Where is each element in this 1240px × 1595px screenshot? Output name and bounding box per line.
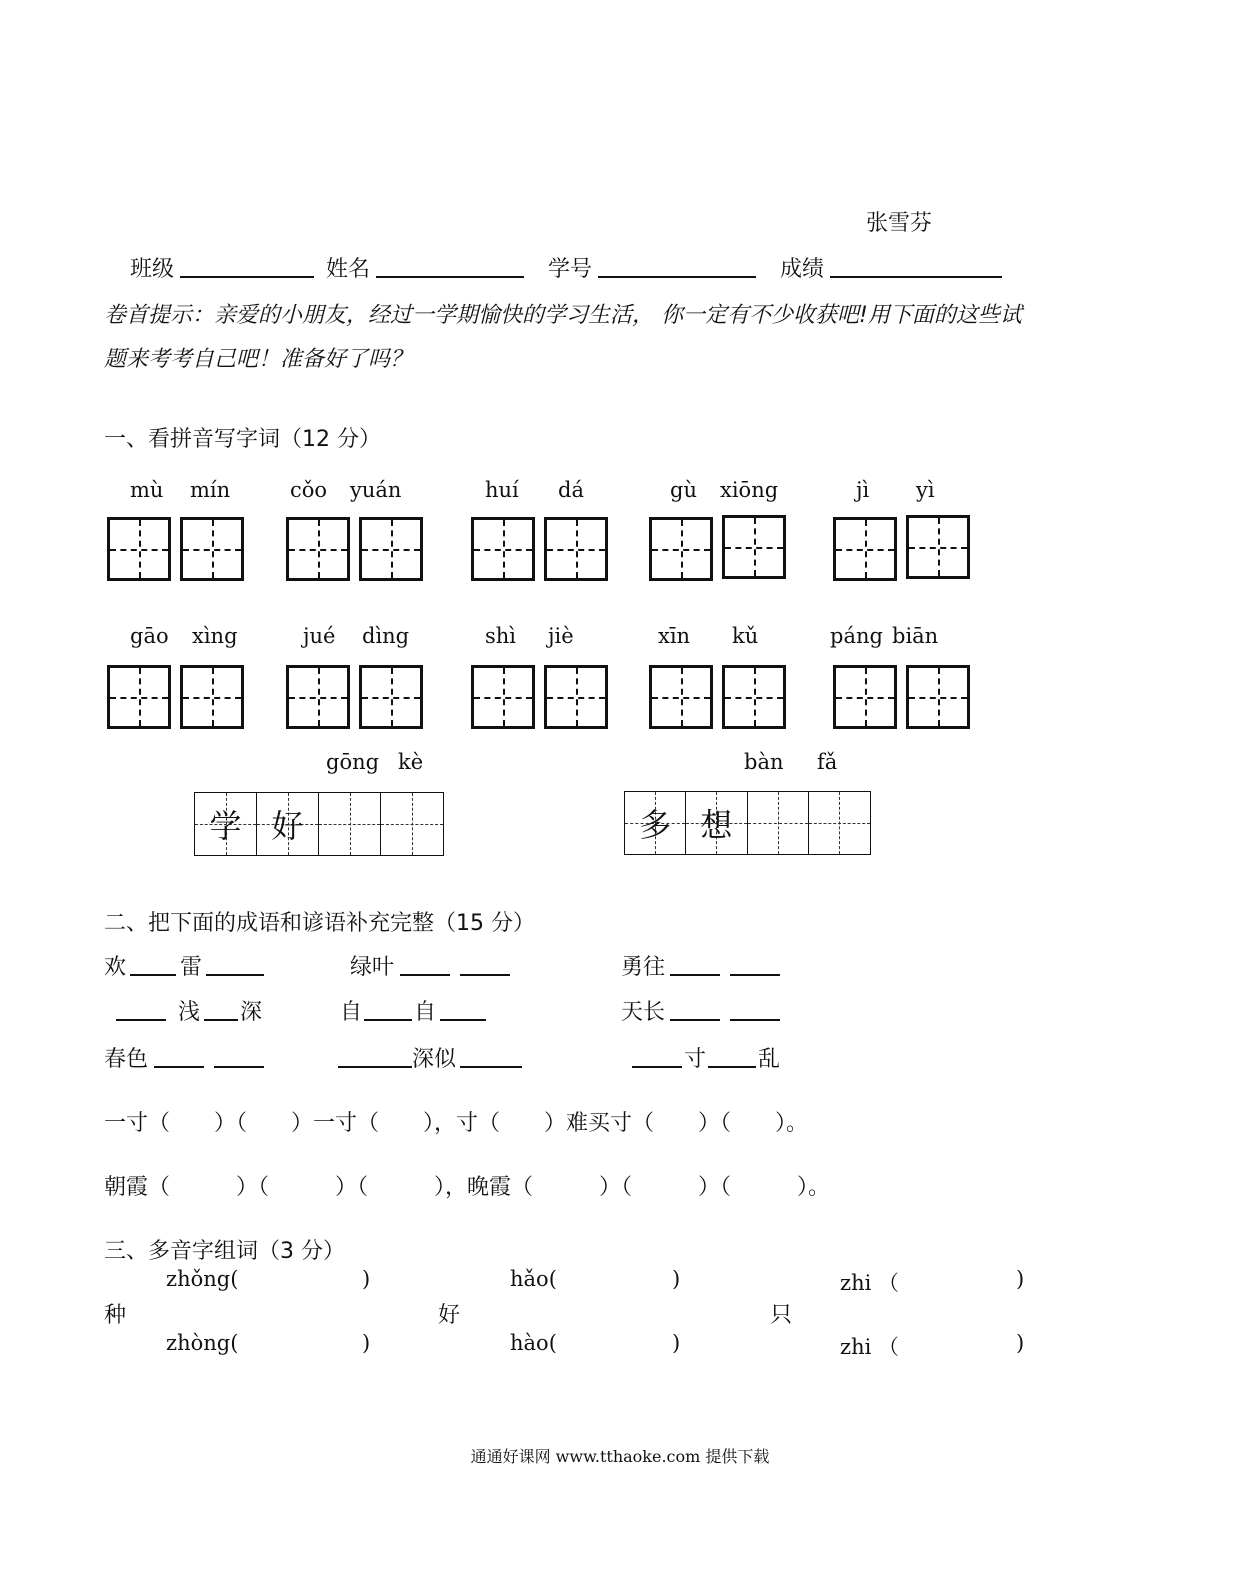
idiom-blank[interactable] [730, 997, 780, 1021]
idiom-char: 绿叶 [350, 955, 395, 980]
writing-box[interactable] [107, 517, 171, 581]
pinyin: gōng [326, 750, 380, 774]
pinyin: páng [830, 624, 883, 648]
pinyin: yì [916, 478, 935, 502]
grid-char: 好 [271, 807, 304, 845]
pinyin: jué [303, 624, 336, 648]
idiom-blank[interactable] [154, 1044, 204, 1068]
idiom-blank[interactable] [214, 1044, 264, 1068]
grid-cell[interactable] [809, 792, 870, 854]
grid-cell [195, 793, 257, 855]
pinyin: biān [892, 624, 939, 648]
polyphone-char: 好 [438, 1303, 461, 1328]
idiom-char: 春色 [104, 1047, 149, 1072]
writing-box[interactable] [286, 665, 350, 729]
close-paren: ) [362, 1267, 371, 1291]
proverb-1: 一寸（ ）（ ）一寸（ ），寸（ ）难买寸（ ）（ ）。 [104, 1111, 809, 1136]
pinyin: jiè [548, 624, 574, 648]
pinyin: shì [485, 624, 517, 648]
close-paren: ) [672, 1267, 681, 1291]
polyphone-pinyin: zhi （ [840, 1335, 899, 1359]
pinyin: jì [856, 478, 870, 502]
polyphone-char: 只 [770, 1303, 793, 1328]
grid-char: 想 [700, 806, 733, 844]
writing-box[interactable] [471, 517, 535, 581]
idiom-blank[interactable] [338, 1044, 412, 1068]
intro-line-2: 题来考考自己吧！准备好了吗？ [104, 347, 413, 372]
section-1-title: 一、看拼音写字词（12 分） [104, 427, 381, 452]
close-paren: ) [672, 1331, 681, 1355]
pinyin: kǔ [732, 624, 759, 648]
pinyin: cǒo [290, 478, 328, 502]
pinyin: gāo [130, 624, 169, 648]
writing-box[interactable] [544, 665, 608, 729]
polyphone-pinyin: zhǒng( [166, 1267, 239, 1291]
author-name: 张雪芬 [866, 211, 933, 236]
pinyin: huí [485, 478, 519, 502]
close-paren: ) [1016, 1331, 1025, 1355]
idiom-blank[interactable] [632, 1044, 682, 1068]
idiom-blank[interactable] [206, 952, 264, 976]
polyphone-pinyin: zhòng( [166, 1331, 239, 1355]
footer-text: 通通好课网 www.tthaoke.com 提供下载 [470, 1447, 770, 1466]
pinyin: dìng [362, 624, 410, 648]
pinyin: bàn [744, 750, 784, 774]
idiom-char: 自 [414, 1000, 437, 1025]
idiom-char: 天长 [621, 1000, 666, 1025]
polyphone-pinyin: hǎo( [510, 1267, 557, 1291]
writing-box[interactable] [107, 665, 171, 729]
idiom-blank[interactable] [730, 952, 780, 976]
writing-box[interactable] [833, 665, 897, 729]
grid-cell [686, 792, 747, 854]
polyphone-pinyin: zhi （ [840, 1271, 899, 1295]
writing-box[interactable] [722, 665, 786, 729]
writing-box[interactable] [286, 517, 350, 581]
grid-cell[interactable] [319, 793, 381, 855]
idiom-char: 雷 [180, 955, 203, 980]
phrase-grid-2 [624, 791, 871, 855]
idiom-blank[interactable] [460, 952, 510, 976]
grid-cell [625, 792, 686, 854]
polyphone-char: 种 [104, 1303, 127, 1328]
idiom-char: 深似 [412, 1047, 457, 1072]
close-paren: ) [362, 1331, 371, 1355]
phrase-grid-1 [194, 792, 444, 856]
idiom-char: 欢 [104, 955, 127, 980]
student-id-label: 学号 [548, 257, 593, 282]
score-label: 成绩 [780, 257, 825, 282]
writing-box[interactable] [544, 517, 608, 581]
idiom-blank[interactable] [440, 997, 486, 1021]
pinyin: dá [558, 478, 584, 502]
grid-cell[interactable] [748, 792, 809, 854]
pinyin: gù [670, 478, 697, 502]
idiom-blank[interactable] [204, 997, 238, 1021]
pinyin: fǎ [817, 750, 838, 774]
idiom-char: 深 [240, 1000, 263, 1025]
idiom-blank[interactable] [364, 997, 412, 1021]
name-blank[interactable] [376, 254, 524, 278]
pinyin: mín [190, 478, 231, 502]
pinyin: xiōng [720, 478, 779, 502]
grid-char: 多 [639, 806, 672, 844]
section-3-title: 三、多音字组词（3 分） [104, 1239, 345, 1264]
student-id-blank[interactable] [598, 254, 756, 278]
writing-box[interactable] [722, 515, 786, 579]
pinyin: kè [398, 750, 424, 774]
idiom-blank[interactable] [116, 997, 166, 1021]
pinyin: xìng [192, 624, 238, 648]
idiom-blank[interactable] [708, 1044, 756, 1068]
writing-box[interactable] [359, 665, 423, 729]
writing-box[interactable] [906, 665, 970, 729]
idiom-char: 寸 [684, 1047, 707, 1072]
polyphone-pinyin: hào( [510, 1331, 557, 1355]
grid-cell [257, 793, 319, 855]
pinyin: mù [130, 478, 164, 502]
writing-box[interactable] [471, 665, 535, 729]
writing-box[interactable] [649, 517, 713, 581]
name-label: 姓名 [326, 257, 371, 282]
writing-box[interactable] [180, 517, 244, 581]
grid-cell[interactable] [381, 793, 443, 855]
writing-box[interactable] [359, 517, 423, 581]
section-2-title: 二、把下面的成语和谚语补充完整（15 分） [104, 911, 535, 936]
writing-box[interactable] [833, 517, 897, 581]
idiom-blank[interactable] [670, 952, 720, 976]
pinyin: xīn [658, 624, 691, 648]
grid-char: 学 [209, 807, 242, 845]
idiom-blank[interactable] [400, 952, 450, 976]
writing-box[interactable] [649, 665, 713, 729]
proverb-2: 朝霞（ ）（ ）（ ），晚霞（ ）（ ）（ ）。 [104, 1175, 831, 1200]
writing-box[interactable] [906, 515, 970, 579]
writing-box[interactable] [180, 665, 244, 729]
idiom-blank[interactable] [460, 1044, 522, 1068]
idiom-char: 乱 [758, 1047, 781, 1072]
idiom-char: 勇往 [621, 955, 666, 980]
intro-line-1: 卷首提示：亲爱的小朋友，经过一学期愉快的学习生活， 你一定有不少收获吧!用下面的这些试 [104, 303, 1022, 328]
class-blank[interactable] [180, 254, 314, 278]
pinyin: yuán [350, 478, 402, 502]
idiom-char: 浅 [178, 1000, 201, 1025]
class-label: 班级 [130, 257, 175, 282]
score-blank[interactable] [830, 254, 1002, 278]
idiom-blank[interactable] [130, 952, 176, 976]
close-paren: ) [1016, 1267, 1025, 1291]
idiom-char: 自 [340, 1000, 363, 1025]
idiom-blank[interactable] [670, 997, 720, 1021]
